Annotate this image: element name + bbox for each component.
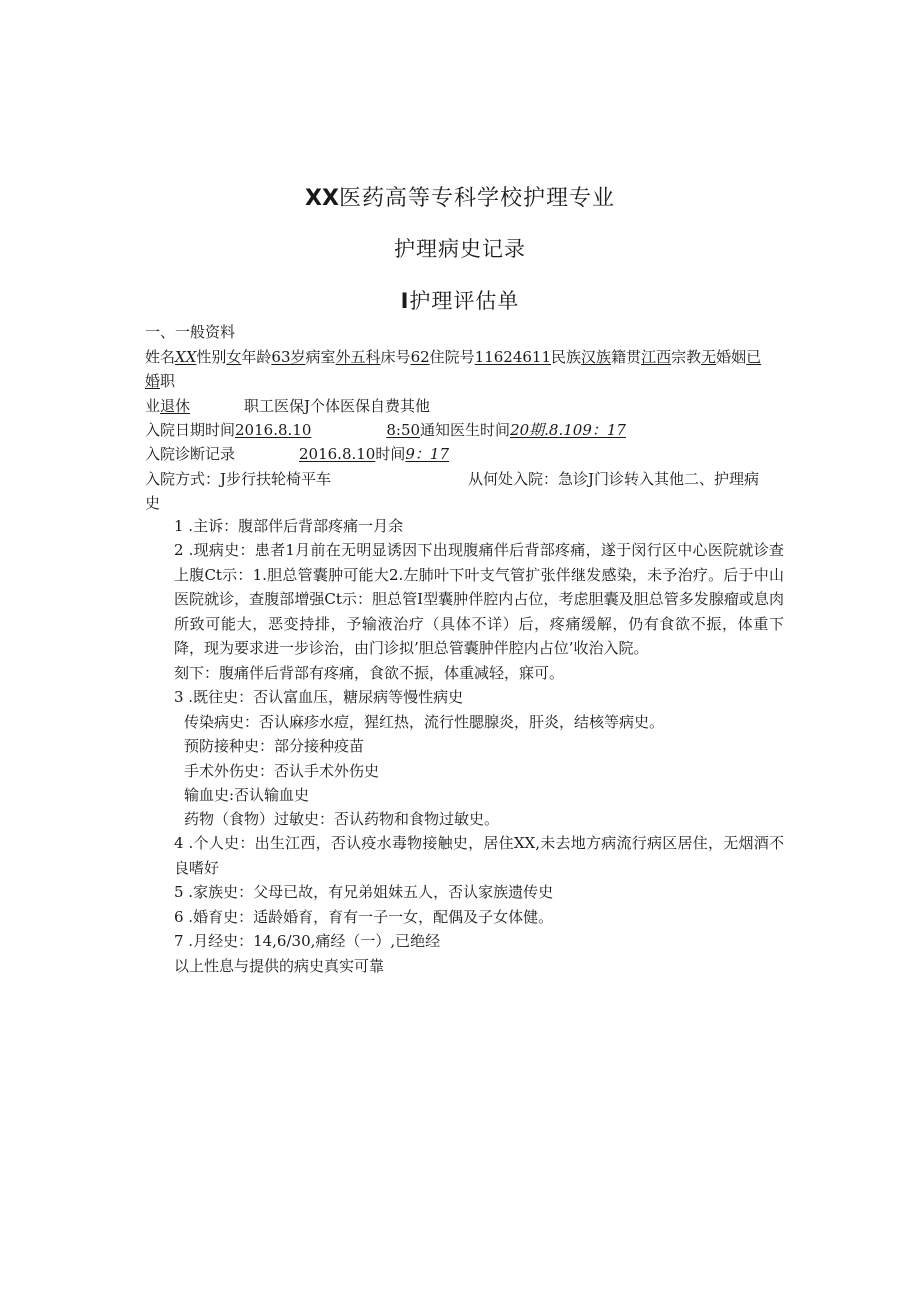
label-native-place: 籍贯 [611, 348, 642, 366]
value-ethnicity: 汉族 [581, 348, 612, 366]
present-symptoms: 刻下：腹痛伴后背部有疼痛，食欲不振，体重减轻，寐可。 [174, 664, 565, 682]
value-marriage-part1: 已 [746, 348, 762, 366]
insurance-options: 职工医保J个体医保自费其他 [244, 397, 431, 415]
title-main: 医药高等专科学校护理专业 [338, 186, 615, 211]
allergy-history: 药物（食物）过敏史：否认药物和食物过敏史。 [184, 810, 500, 828]
value-diagnosis-date: 2016.8.10 [299, 445, 376, 463]
label-ethnicity: 民族 [551, 348, 582, 366]
label-admission-time: 入院日期时间 [145, 421, 236, 439]
present-illness: 2 .现病史：患者1月前在无明显诱因下出现腹痛伴后背部疼痛，遂于闵行区中心医院就诊查上腹Ct示：1.胆总管囊肿可能大2.左肺叶下叶支气管扩张伴继发感染，未予治疗。后于中山医院就诊，查腹部增强Ct示：胆总管I型囊肿伴腔内占位，考虑胆囊及胆总管多发腺瘤或息肉所致可能大，恶变持排，予输液治疗（具体不详）后，疼痛缓解，仍有食欲不振，体重下降，现为要求进一步诊治，由门诊拟’胆总管囊肿伴腔内占位’收治入院。 [174, 541, 784, 657]
label-name: 姓名 [145, 348, 176, 366]
menstrual-history: 7 .月经史：14,6/30,痛经（一）,已绝经 [174, 932, 441, 950]
section-bar: I [400, 289, 410, 313]
past-history: 3 .既往史：否认富血压，糖尿病等慢性病史 [174, 688, 464, 706]
label-bed: 床号 [380, 348, 411, 366]
document-subtitle: 护理病史记录 [394, 237, 526, 261]
authenticity-statement: 以上性息与提供的病史真实可靠 [174, 957, 385, 975]
diagnosis-record-label: 入院诊断记录 [145, 445, 236, 463]
admission-time-line [145, 420, 626, 440]
surgery-history: 手术外伤史：否认手术外伤史 [184, 762, 380, 780]
general-info-line-1 [145, 347, 761, 367]
value-name: XX [175, 348, 197, 366]
admission-source-continued: 史 [145, 494, 161, 512]
value-age: 63岁 [271, 348, 306, 366]
label-marriage: 婚姻 [716, 348, 747, 366]
document-title [0, 181, 920, 212]
general-info-line-2 [145, 371, 175, 391]
general-heading: 一、一般资料 [145, 323, 236, 341]
label-religion: 宗教 [671, 348, 702, 366]
admission-source: 从何处入院：急诊J门诊转入其他二、护理病 [468, 470, 760, 488]
label-notify-time: 通知医生时间 [420, 421, 511, 439]
label-admission-number: 住院号 [429, 348, 475, 366]
marital-history: 6 .婚育史：适龄婚育，育有一子一女，配偶及子女体健。 [174, 908, 554, 926]
section-title [0, 285, 920, 315]
value-sex: 女 [226, 348, 242, 366]
value-admission-date: 2016.8.10 [235, 421, 312, 439]
title-prefix: XX [305, 186, 339, 211]
section-text: 护理评估单 [409, 289, 520, 313]
value-marriage-part2: 婚 [145, 372, 161, 390]
general-info-line-3 [145, 396, 190, 416]
family-history: 5 .家族史：父母已故，有兄弟姐妹五人，否认家族遗传史 [174, 883, 554, 901]
label-occupation-part2: 业 [145, 397, 161, 415]
admission-way: 入院方式：J步行扶轮椅平车 [145, 470, 332, 488]
diagnosis-record-line [299, 444, 449, 464]
label-age: 年龄 [241, 348, 272, 366]
vaccination-history: 预防接种史：部分接种疫苗 [184, 737, 365, 755]
personal-history: 4 .个人史：出生江西，否认疫水毒物接触史，居住XX,未去地方病流行病区居住，无烟酒不良嗜好 [174, 834, 784, 877]
label-ward: 病室 [305, 348, 336, 366]
label-diagnosis-time: 时间 [375, 445, 406, 463]
transfusion-history: 输血史:否认输血史 [184, 786, 310, 804]
value-religion: 无 [701, 348, 717, 366]
chief-complaint: 1 .主诉：腹部伴后背部疼痛一月余 [174, 517, 404, 535]
value-admission-number: 11624611 [474, 348, 552, 366]
value-diagnosis-time: 9：17 [405, 445, 449, 463]
value-notify-time: 20期.8.109：17 [510, 421, 626, 439]
value-bed: 62 [410, 348, 430, 366]
label-sex: 性别 [196, 348, 227, 366]
value-ward: 外五科 [335, 348, 381, 366]
infectious-history: 传染病史：否认麻疹水痘，猩红热，流行性腮腺炎，肝炎，结核等病史。 [184, 713, 665, 731]
label-occupation-part1: 职 [160, 372, 176, 390]
value-native-place: 江西 [641, 348, 672, 366]
value-admission-time: 8:50 [386, 421, 421, 439]
value-occupation: 退休 [160, 397, 191, 415]
